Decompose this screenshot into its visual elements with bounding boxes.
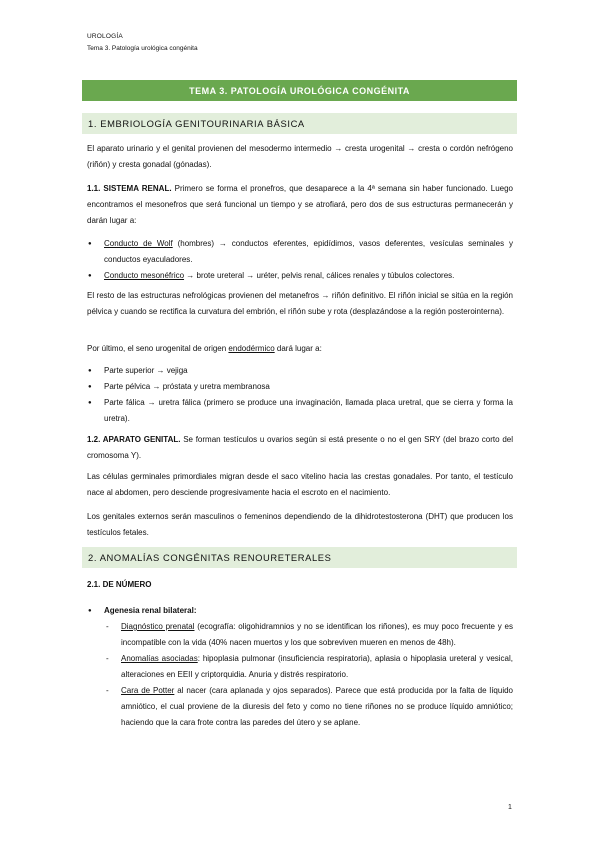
running-header-topic: Tema 3. Patología urológica congénita bbox=[87, 45, 198, 52]
sublist-item bbox=[104, 619, 513, 651]
list-seno-urogenital bbox=[87, 363, 513, 427]
list-item-text: (hombres) → conductos eferentes, epidídimos, vasos deferentes, vesículas seminales y conductos eyaculadores. bbox=[104, 239, 513, 264]
document-title: TEMA 3. PATOLOGÍA UROLÓGICA CONGÉNITA bbox=[82, 80, 517, 101]
list-item: ● Parte pélvica → próstata y uretra membranosa bbox=[87, 379, 513, 395]
subheading-sistema-renal: 1.1. SISTEMA RENAL. bbox=[87, 184, 172, 193]
paragraph-aparato-genital bbox=[87, 432, 513, 464]
term-conducto-wolf: Conducto de Wolf bbox=[104, 239, 173, 248]
section-heading-embriologia bbox=[82, 113, 517, 134]
sublist-item bbox=[104, 683, 513, 731]
list-agenesia bbox=[87, 603, 513, 731]
seno-text-pre: Por último, el seno urogenital de origen bbox=[87, 344, 229, 353]
sistema-renal-text: Primero se forma el pronefros, que desaparece a la 4ª semana sin haber funcionado. Luego encontramos el mesonefros que será funcional un tiempo y se atrofiará, pero dos de sus estructuras permanecerán y darán lugar a: bbox=[87, 184, 514, 225]
term-conducto-mesonefrico: Conducto mesonéfrico bbox=[104, 271, 185, 280]
list-item bbox=[87, 236, 513, 268]
term-cara-potter: Cara de Potter bbox=[121, 686, 175, 695]
sublist-item-text: : hipoplasia pulmonar (insuficiencia respiratoria), aplasia o hipoplasia ureteral y vesical, alteraciones en EEII y criptorquidia. Anuria y distrés respiratorio. bbox=[121, 654, 513, 679]
paragraph-celulas-germinales: Las células germinales primordiales migran desde el saco vitelino hacia las crestas gonadales. Por tanto, el testículo nace al abdomen, pero desciende progresivamente hacia el escroto en el nacimiento. bbox=[87, 472, 513, 497]
paragraph-metanefros: El resto de las estructuras nefrológicas provienen del metanefros → riñón definitivo. El riñón inicial se sitúa en la región pélvica y cuando se rectifica la curvatura del embrión, el riñón sube y rota (desplazándose a la región posterointerna). bbox=[87, 291, 513, 316]
term-anomalias-asociadas: Anomalías asociadas bbox=[121, 654, 198, 663]
section-heading-label: 1. EMBRIOLOGÍA GENITOURINARIA BÁSICA bbox=[88, 118, 305, 129]
aparato-genital-text: Se forman testículos u ovarios según si está presente o no el gen SRY (del brazo corto del cromosoma Y). bbox=[87, 435, 513, 460]
paragraph-sistema-renal bbox=[87, 181, 513, 229]
list-item: ● Parte fálica → uretra fálica (primero se produce una invaginación, llamada placa uretral, que se cierra y forma la uretra). bbox=[87, 395, 513, 427]
agenesia-label: Agenesia renal bilateral: bbox=[104, 606, 197, 615]
subheading-de-numero-label: 2.1. DE NÚMERO bbox=[87, 580, 152, 589]
page-number: 1 bbox=[508, 804, 512, 811]
running-header-subject: UROLOGÍA bbox=[87, 33, 123, 40]
paragraph-intro: El aparato urinario y el genital provienen del mesodermo intermedio → cresta urogenital → cresta o cordón nefrógeno (riñón) y cresta gonadal (gónadas). bbox=[87, 144, 513, 169]
list-item bbox=[87, 268, 513, 284]
sublist-item-text: al nacer (cara aplanada y ojos separados). Parece que está producida por la falta de líquido amniótico, el cual proviene de la diuresis del feto y como no tiene riñones no se produce líquido amniótico; haciendo que la cara frote contra las paredes del útero y se aplane. bbox=[121, 686, 513, 727]
seno-text-post: dará lugar a: bbox=[274, 344, 322, 353]
sublist-agenesia bbox=[104, 619, 513, 731]
term-diagnostico-prenatal: Diagnóstico prenatal bbox=[121, 622, 195, 631]
section-heading-label: 2. ANOMALÍAS CONGÉNITAS RENOURETERALES bbox=[88, 552, 332, 563]
subheading-de-numero bbox=[87, 577, 513, 593]
term-endodermico: endodérmico bbox=[228, 344, 275, 353]
paragraph-genitales-externos: Los genitales externos serán masculinos o femeninos dependiendo de la dihidrotestosterona (DHT) que producen los testículos fetales. bbox=[87, 512, 513, 537]
section-heading-anomalias bbox=[82, 547, 517, 568]
sublist-item-text: (ecografía: oligohidramnios y no se identifican los riñones), es muy poco frecuente y es incompatible con la vida (40% nacen muertos y los que sobreviven mueren en menos de 48h). bbox=[121, 622, 513, 647]
sublist-item bbox=[104, 651, 513, 683]
list-item: ● Parte superior → vejiga bbox=[87, 363, 513, 379]
paragraph-seno-urogenital bbox=[87, 341, 513, 357]
subheading-aparato-genital: 1.2. APARATO GENITAL. bbox=[87, 435, 181, 444]
list-mesonefros bbox=[87, 236, 513, 284]
list-item-agenesia bbox=[87, 603, 513, 731]
list-item-text: → brote ureteral → uréter, pelvis renal, cálices renales y túbulos colectores. bbox=[184, 271, 455, 280]
